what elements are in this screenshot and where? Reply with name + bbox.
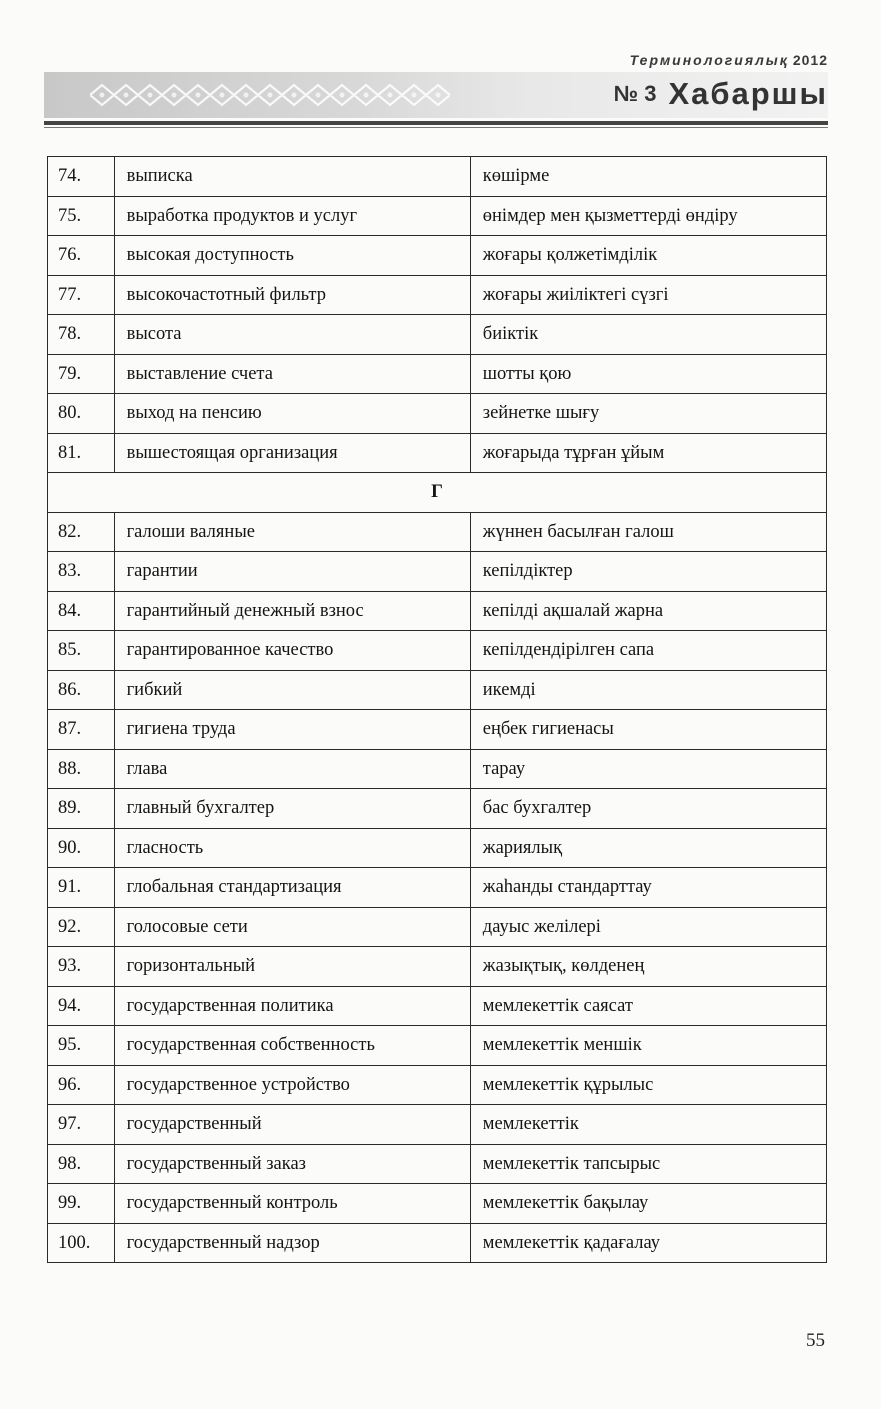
kazakh-term: мемлекеттік саясат xyxy=(470,986,826,1026)
russian-term: гигиена труда xyxy=(114,710,470,750)
section-letter-row xyxy=(48,473,827,513)
row-number: 77. xyxy=(48,275,115,315)
header-rule xyxy=(44,121,828,125)
table-row xyxy=(48,1065,827,1105)
russian-term: государственный xyxy=(114,1105,470,1145)
journal-running-head xyxy=(500,52,828,68)
russian-term: глобальная стандартизация xyxy=(114,868,470,908)
table-row xyxy=(48,868,827,908)
russian-term: выставление счета xyxy=(114,354,470,394)
journal-word: Терминологиялық xyxy=(629,52,789,68)
row-number: 76. xyxy=(48,236,115,276)
row-number: 79. xyxy=(48,354,115,394)
row-number: 74. xyxy=(48,157,115,197)
table-row xyxy=(48,1144,827,1184)
table-row xyxy=(48,670,827,710)
row-number: 88. xyxy=(48,749,115,789)
russian-term: выписка xyxy=(114,157,470,197)
table-row xyxy=(48,1105,827,1145)
table-row xyxy=(48,1223,827,1263)
russian-term: высота xyxy=(114,315,470,355)
table-row xyxy=(48,354,827,394)
russian-term: выход на пенсию xyxy=(114,394,470,434)
journal-title: Хабаршы xyxy=(668,76,828,111)
journal-year: 2012 xyxy=(792,52,828,68)
row-number: 92. xyxy=(48,907,115,947)
row-number: 84. xyxy=(48,591,115,631)
kazakh-term: мемлекеттік тапсырыс xyxy=(470,1144,826,1184)
russian-term: голосовые сети xyxy=(114,907,470,947)
kazakh-term: жазықтық, көлденең xyxy=(470,947,826,987)
issue-number: № 3 xyxy=(613,81,657,106)
row-number: 82. xyxy=(48,512,115,552)
russian-term: государственный надзор xyxy=(114,1223,470,1263)
row-number: 97. xyxy=(48,1105,115,1145)
row-number: 80. xyxy=(48,394,115,434)
kazakh-term: мемлекеттік меншік xyxy=(470,1026,826,1066)
kazakh-term: дауыс желілері xyxy=(470,907,826,947)
kazakh-term: зейнетке шығу xyxy=(470,394,826,434)
table-row xyxy=(48,512,827,552)
row-number: 93. xyxy=(48,947,115,987)
kazakh-term: мемлекеттік бақылау xyxy=(470,1184,826,1224)
table-row xyxy=(48,907,827,947)
kazakh-term: шотты қою xyxy=(470,354,826,394)
table-row xyxy=(48,1026,827,1066)
kazakh-term: мемлекеттік xyxy=(470,1105,826,1145)
row-number: 83. xyxy=(48,552,115,592)
row-number: 94. xyxy=(48,986,115,1026)
row-number: 95. xyxy=(48,1026,115,1066)
row-number: 86. xyxy=(48,670,115,710)
journal-masthead xyxy=(614,76,828,112)
header-rule-thin xyxy=(44,127,828,128)
table-row xyxy=(48,789,827,829)
table-row xyxy=(48,631,827,671)
kazakh-term: кепілдендірілген сапа xyxy=(470,631,826,671)
table-row xyxy=(48,157,827,197)
kazakh-term: жоғары жиіліктегі сүзгі xyxy=(470,275,826,315)
russian-term: гарантированное качество xyxy=(114,631,470,671)
russian-term: государственный заказ xyxy=(114,1144,470,1184)
kazakh-term: жоғарыда тұрған ұйым xyxy=(470,433,826,473)
row-number: 78. xyxy=(48,315,115,355)
table-row xyxy=(48,433,827,473)
kazakh-term: биіктік xyxy=(470,315,826,355)
kazakh-term: мемлекеттік құрылыс xyxy=(470,1065,826,1105)
russian-term: высокая доступность xyxy=(114,236,470,276)
table-row xyxy=(48,275,827,315)
row-number: 75. xyxy=(48,196,115,236)
table-row xyxy=(48,236,827,276)
kazakh-term: бас бухгалтер xyxy=(470,789,826,829)
russian-term: главный бухгалтер xyxy=(114,789,470,829)
table-row xyxy=(48,591,827,631)
russian-term: гарантийный денежный взнос xyxy=(114,591,470,631)
terms-table xyxy=(47,156,827,1263)
table-row xyxy=(48,986,827,1026)
ornament-icon xyxy=(90,82,450,108)
row-number: 96. xyxy=(48,1065,115,1105)
page-number: 55 xyxy=(806,1330,825,1351)
table-row xyxy=(48,552,827,592)
table-row xyxy=(48,1184,827,1224)
kazakh-term: еңбек гигиенасы xyxy=(470,710,826,750)
table-row xyxy=(48,315,827,355)
row-number: 98. xyxy=(48,1144,115,1184)
row-number: 100. xyxy=(48,1223,115,1263)
kazakh-term: тарау xyxy=(470,749,826,789)
russian-term: гласность xyxy=(114,828,470,868)
russian-term: высокочастотный фильтр xyxy=(114,275,470,315)
row-number: 99. xyxy=(48,1184,115,1224)
kazakh-term: көшірме xyxy=(470,157,826,197)
kazakh-term: жариялық xyxy=(470,828,826,868)
row-number: 90. xyxy=(48,828,115,868)
table-row xyxy=(48,394,827,434)
russian-term: государственная политика xyxy=(114,986,470,1026)
kazakh-term: икемді xyxy=(470,670,826,710)
russian-term: государственная собственность xyxy=(114,1026,470,1066)
kazakh-term: өнімдер мен қызметтерді өндіру xyxy=(470,196,826,236)
kazakh-term: мемлекеттік қадағалау xyxy=(470,1223,826,1263)
russian-term: глава xyxy=(114,749,470,789)
table-row xyxy=(48,947,827,987)
row-number: 91. xyxy=(48,868,115,908)
table-row xyxy=(48,196,827,236)
terms-table-body xyxy=(48,157,827,1263)
kazakh-term: жүннен басылған галош xyxy=(470,512,826,552)
kazakh-term: кепілдіктер xyxy=(470,552,826,592)
russian-term: галоши валяные xyxy=(114,512,470,552)
kazakh-term: жаһанды стандарттау xyxy=(470,868,826,908)
russian-term: вышестоящая организация xyxy=(114,433,470,473)
row-number: 89. xyxy=(48,789,115,829)
table-row xyxy=(48,828,827,868)
russian-term: гарантии xyxy=(114,552,470,592)
row-number: 81. xyxy=(48,433,115,473)
row-number: 87. xyxy=(48,710,115,750)
russian-term: выработка продуктов и услуг xyxy=(114,196,470,236)
kazakh-term: жоғары қолжетімділік xyxy=(470,236,826,276)
russian-term: горизонтальный xyxy=(114,947,470,987)
section-letter: Г xyxy=(48,473,827,513)
table-row xyxy=(48,710,827,750)
row-number: 85. xyxy=(48,631,115,671)
kazakh-term: кепілді ақшалай жарна xyxy=(470,591,826,631)
russian-term: государственное устройство xyxy=(114,1065,470,1105)
russian-term: государственный контроль xyxy=(114,1184,470,1224)
table-row xyxy=(48,749,827,789)
russian-term: гибкий xyxy=(114,670,470,710)
